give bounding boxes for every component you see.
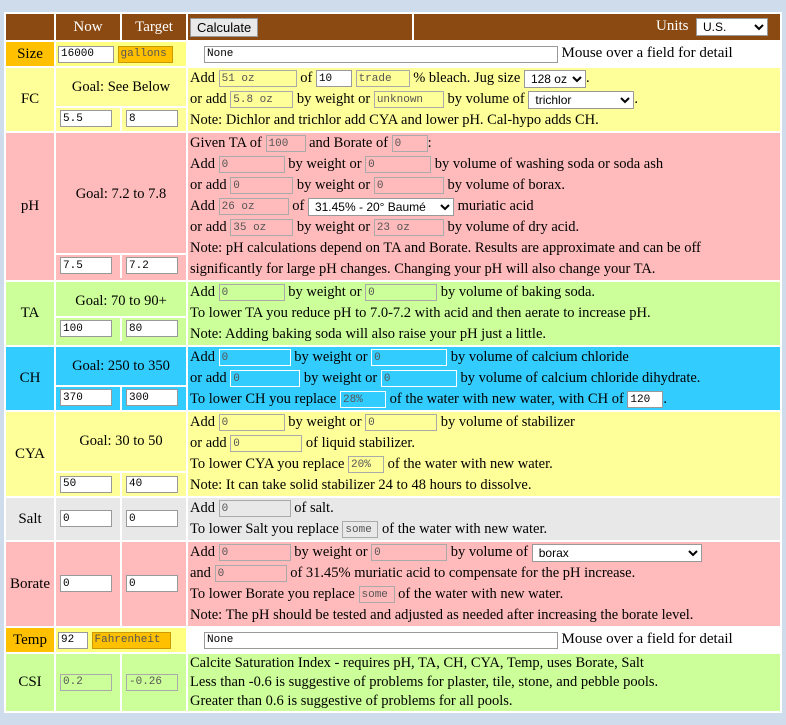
borate-volume[interactable]: [371, 544, 447, 561]
fc-bleach-amount[interactable]: [219, 70, 297, 87]
ph-acid-amount[interactable]: [219, 198, 289, 215]
units-label: Units: [655, 18, 689, 35]
header-target: Target: [121, 13, 187, 41]
cya-liquid-text: of liquid stabilizer.: [305, 435, 416, 451]
salt-now-input[interactable]: [60, 510, 112, 527]
csi-now-cell: [55, 653, 121, 712]
cya-line-2: [190, 433, 780, 454]
ph-borate-text: and Borate of: [309, 135, 389, 151]
cya-goal-cell: [55, 411, 187, 497]
temp-mouse-over-hint: Mouse over a field for detail: [561, 631, 733, 648]
ta-add-text: Add: [190, 284, 215, 300]
salt-line-2: [190, 519, 780, 540]
ch-line3-end: .: [663, 391, 668, 407]
salt-amount[interactable]: [219, 500, 291, 517]
ph-dry-text: by volume of dry acid.: [447, 219, 580, 235]
borate-row: [5, 541, 781, 627]
fc-row: [5, 67, 781, 132]
header-row: [5, 13, 781, 41]
cya-target-input[interactable]: [126, 476, 178, 493]
temp-unit-field[interactable]: [92, 632, 171, 649]
size-mouse-over-hint: Mouse over a field for detail: [561, 45, 733, 62]
cya-stabilizer-text: by volume of stabilizer: [440, 414, 575, 430]
salt-target-cell: [121, 497, 187, 541]
ph-line-5: [190, 217, 780, 238]
fc-product-select[interactable]: [528, 91, 634, 109]
csi-now-field[interactable]: [60, 674, 112, 691]
ph-soda-text: by volume of washing soda or soda ash: [434, 156, 664, 172]
cya-note: Note: It can take solid stabilizer 24 to 48 hours to dissolve.: [190, 477, 532, 493]
temp-label: Temp: [5, 627, 55, 653]
salt-detail: [187, 497, 781, 541]
fc-weight-amount[interactable]: [230, 91, 293, 108]
ph-row: [5, 132, 781, 281]
ph-add-text: Add: [190, 156, 215, 172]
ta-row: [5, 281, 781, 346]
ph-goal: Goal: 7.2 to 7.8: [56, 136, 186, 254]
fc-target-input[interactable]: [126, 110, 178, 127]
borate-byweight-text: by weight or: [294, 544, 368, 560]
borate-line-3: [190, 584, 780, 605]
cya-line-3: [190, 454, 780, 475]
salt-of-text: of salt.: [294, 500, 334, 516]
ph-soda-weight[interactable]: [219, 156, 285, 173]
ch-goal-table: [56, 348, 186, 410]
ph-borax-weight[interactable]: [230, 177, 293, 194]
salt-now-cell: [55, 497, 121, 541]
ph-line-3: [190, 175, 780, 196]
units-select[interactable]: [696, 18, 768, 36]
size-label: Size: [5, 41, 55, 67]
fc-of-text: of: [300, 70, 313, 86]
ch-dihydrate-text: by volume of calcium chloride dihydrate.: [460, 370, 701, 386]
ph-detail: [187, 132, 781, 281]
cya-oradd-text: or add: [190, 435, 227, 451]
header-units-cell: [413, 13, 781, 41]
ph-dry-acid-volume[interactable]: [374, 219, 444, 236]
ph-note-2: significantly for large pH changes. Changing your pH will also change your TA.: [190, 261, 656, 277]
ch-line-1: [190, 347, 780, 368]
temp-inputs: [55, 627, 187, 653]
cya-goal: Goal: 30 to 50: [56, 412, 186, 472]
ta-goal: Goal: 70 to 90+: [56, 287, 186, 317]
borate-line-2: [190, 563, 780, 584]
header-blank: [5, 13, 55, 41]
ta-baking-soda-weight[interactable]: [219, 284, 285, 301]
borate-product-select[interactable]: [532, 544, 702, 562]
borate-now-cell: [55, 541, 121, 627]
ta-target-input[interactable]: [126, 320, 178, 337]
cya-stabilizer-weight[interactable]: [219, 414, 285, 431]
ph-now-input[interactable]: [60, 257, 112, 274]
fc-volume-amount[interactable]: [374, 91, 444, 108]
fc-note: Note: Dichlor and trichlor add CYA and lower pH. Cal-hypo adds CH.: [190, 112, 599, 128]
ph-dry-acid-weight[interactable]: [230, 219, 293, 236]
ch-chloride-text: by volume of calcium chloride: [450, 349, 629, 365]
ph-acid-select[interactable]: [308, 198, 454, 216]
fc-line-2: [190, 89, 780, 110]
size-input[interactable]: [58, 46, 114, 63]
borate-line-1: [190, 542, 780, 563]
cya-stabilizer-volume[interactable]: [365, 414, 437, 431]
ta-label: TA: [5, 281, 55, 346]
ph-given-borate[interactable]: [392, 135, 428, 152]
fc-now-input[interactable]: [60, 110, 112, 127]
fc-line1-end: .: [585, 70, 590, 86]
csi-line-2: Less than -0.6 is suggestive of problems for plaster, tile, stone, and pebble pools.: [190, 674, 659, 690]
ph-given-ta[interactable]: [266, 135, 306, 152]
fc-byweight-text: by weight or: [296, 91, 371, 107]
ch-detail: [187, 346, 781, 411]
ch-line-2: [190, 368, 780, 389]
ph-goal-table: [56, 136, 186, 278]
ch-dihydrate-weight[interactable]: [230, 370, 300, 387]
borate-acid-text: of 31.45% muriatic acid to compensate for the pH increase.: [290, 565, 636, 581]
ch-replace-text: of the water with new water, with CH of: [389, 391, 624, 407]
csi-line-1: Calcite Saturation Index - requires pH, TA, CH, CYA, Temp, uses Borate, Salt: [190, 655, 644, 671]
fc-line2-end: .: [634, 91, 639, 107]
salt-line-1: [190, 498, 780, 519]
ph-label: pH: [5, 132, 55, 281]
ch-now-input[interactable]: [60, 389, 112, 406]
cya-replace-text: of the water with new water.: [387, 456, 553, 472]
fc-bleach-type[interactable]: [356, 70, 410, 87]
csi-line-3: Greater than 0.6 is suggestive of problems for all pools.: [190, 693, 513, 709]
cya-now-input[interactable]: [60, 476, 112, 493]
fc-bleach-percent-input[interactable]: [316, 70, 352, 87]
borate-detail: [187, 541, 781, 627]
borate-target-input[interactable]: [126, 575, 178, 592]
borate-acid-amount[interactable]: [215, 565, 287, 582]
ph-add-acid-text: Add: [190, 198, 215, 214]
header-calc-cell: [187, 13, 413, 41]
csi-label: CSI: [5, 653, 55, 712]
size-detail-field[interactable]: [204, 46, 558, 63]
ch-goal: Goal: 250 to 350: [56, 348, 186, 386]
cya-add-text: Add: [190, 414, 215, 430]
ch-replace-percent[interactable]: [340, 391, 386, 408]
ch-dihydrate-volume[interactable]: [381, 370, 457, 387]
ph-line-1: [190, 133, 780, 154]
ta-line-1: [190, 282, 780, 303]
ta-baking-soda-volume[interactable]: [365, 284, 437, 301]
salt-row: [5, 497, 781, 541]
ph-line-2: [190, 154, 780, 175]
ch-oradd-text: or add: [190, 370, 227, 386]
cya-label: CYA: [5, 411, 55, 497]
ch-chloride-volume[interactable]: [371, 349, 447, 366]
header-now: Now: [55, 13, 121, 41]
csi-detail: [187, 653, 781, 712]
fc-byvolume-text: by volume of: [447, 91, 525, 107]
ta-line-2: To lower TA you reduce pH to 7.0-7.2 with acid and then aerate to increase pH.: [190, 305, 651, 321]
size-detail-cell: [187, 41, 781, 67]
ch-label: CH: [5, 346, 55, 411]
borate-replace-text: of the water with new water.: [398, 586, 564, 602]
ph-borax-byweight: by weight or: [296, 177, 371, 193]
ph-line-4: [190, 196, 780, 217]
ta-goal-table: [56, 287, 186, 341]
cya-replace-percent[interactable]: [348, 456, 384, 473]
size-row: [5, 41, 781, 67]
fc-goal: Goal: See Below: [56, 69, 186, 107]
ph-target-input[interactable]: [126, 257, 178, 274]
fc-goal-table: [56, 69, 186, 131]
ta-byweight-text: by weight or: [288, 284, 362, 300]
ch-fill-water-input[interactable]: [627, 391, 663, 408]
ta-goal-cell: [55, 281, 187, 346]
salt-add-text: Add: [190, 500, 215, 516]
cya-detail: [187, 411, 781, 497]
csi-target-field[interactable]: [126, 674, 178, 691]
temp-row: [5, 627, 781, 653]
cya-liquid-amount[interactable]: [230, 435, 302, 452]
fc-detail: [187, 67, 781, 132]
borate-replace-amount[interactable]: [359, 586, 395, 603]
ch-add-text: Add: [190, 349, 215, 365]
cya-byweight-text: by weight or: [288, 414, 362, 430]
borate-add-text: Add: [190, 544, 215, 560]
fc-add-text: Add: [190, 70, 215, 86]
pool-calculator-table: [4, 12, 782, 713]
temp-detail-cell: [187, 627, 781, 653]
ta-soda-text: by volume of baking soda.: [440, 284, 596, 300]
ph-oradd-text: or add: [190, 177, 227, 193]
size-inputs: [55, 41, 187, 67]
borate-weight[interactable]: [219, 544, 291, 561]
borate-byvolume-text: by volume of: [450, 544, 529, 560]
salt-replace-amount[interactable]: [342, 521, 378, 538]
temp-input[interactable]: [58, 632, 88, 649]
csi-row: [5, 653, 781, 712]
ch-lower-text: To lower CH you replace: [190, 391, 337, 407]
salt-lower-text: To lower Salt you replace: [190, 521, 339, 537]
salt-replace-text: of the water with new water.: [382, 521, 548, 537]
cya-line-1: [190, 412, 780, 433]
borate-lower-text: To lower Borate you replace: [190, 586, 355, 602]
cya-lower-text: To lower CYA you replace: [190, 456, 345, 472]
fc-bleach-text: % bleach. Jug size: [413, 70, 521, 86]
ph-soda-byweight: by weight or: [288, 156, 362, 172]
ta-note: Note: Adding baking soda will also raise your pH just a little.: [190, 326, 547, 342]
ph-note-1: Note: pH calculations depend on TA and Borate. Results are approximate and can be off: [190, 240, 701, 256]
ch-target-input[interactable]: [126, 389, 178, 406]
salt-target-input[interactable]: [126, 510, 178, 527]
csi-target-cell: [121, 653, 187, 712]
ch-dihydrate-byweight: by weight or: [303, 370, 378, 386]
ch-byweight-text: by weight or: [294, 349, 368, 365]
borate-note: Note: The pH should be tested and adjusted as needed after increasing the borate level.: [190, 607, 694, 623]
salt-label: Salt: [5, 497, 55, 541]
ph-acid-text: muriatic acid: [457, 198, 534, 214]
fc-oradd-text: or add: [190, 91, 227, 107]
size-unit-field[interactable]: [118, 46, 173, 63]
ch-line-3: [190, 389, 780, 410]
ph-goal-cell: [55, 132, 187, 281]
temp-detail-field[interactable]: [204, 632, 558, 649]
borate-target-cell: [121, 541, 187, 627]
ph-of-text: of: [292, 198, 305, 214]
ph-borax-text: by volume of borax.: [447, 177, 566, 193]
ta-now-input[interactable]: [60, 320, 112, 337]
ph-soda-volume[interactable]: [365, 156, 431, 173]
ch-chloride-weight[interactable]: [219, 349, 291, 366]
cya-goal-table: [56, 412, 186, 496]
fc-jug-size-select[interactable]: [524, 70, 586, 88]
ph-line1-end: :: [427, 135, 432, 151]
fc-goal-cell: [55, 67, 187, 132]
ch-row: [5, 346, 781, 411]
ph-borax-volume[interactable]: [374, 177, 444, 194]
ph-dry-byweight: by weight or: [296, 219, 371, 235]
ph-given-text: Given TA of: [190, 135, 262, 151]
ta-detail: [187, 281, 781, 346]
cya-row: [5, 411, 781, 497]
ph-oradd-dry-text: or add: [190, 219, 227, 235]
borate-now-input[interactable]: [60, 575, 112, 592]
borate-label: Borate: [5, 541, 55, 627]
borate-and-text: and: [190, 565, 211, 581]
fc-line-1: [190, 68, 780, 89]
fc-label: FC: [5, 67, 55, 132]
ch-goal-cell: [55, 346, 187, 411]
calculate-button[interactable]: Calculate: [190, 18, 258, 37]
